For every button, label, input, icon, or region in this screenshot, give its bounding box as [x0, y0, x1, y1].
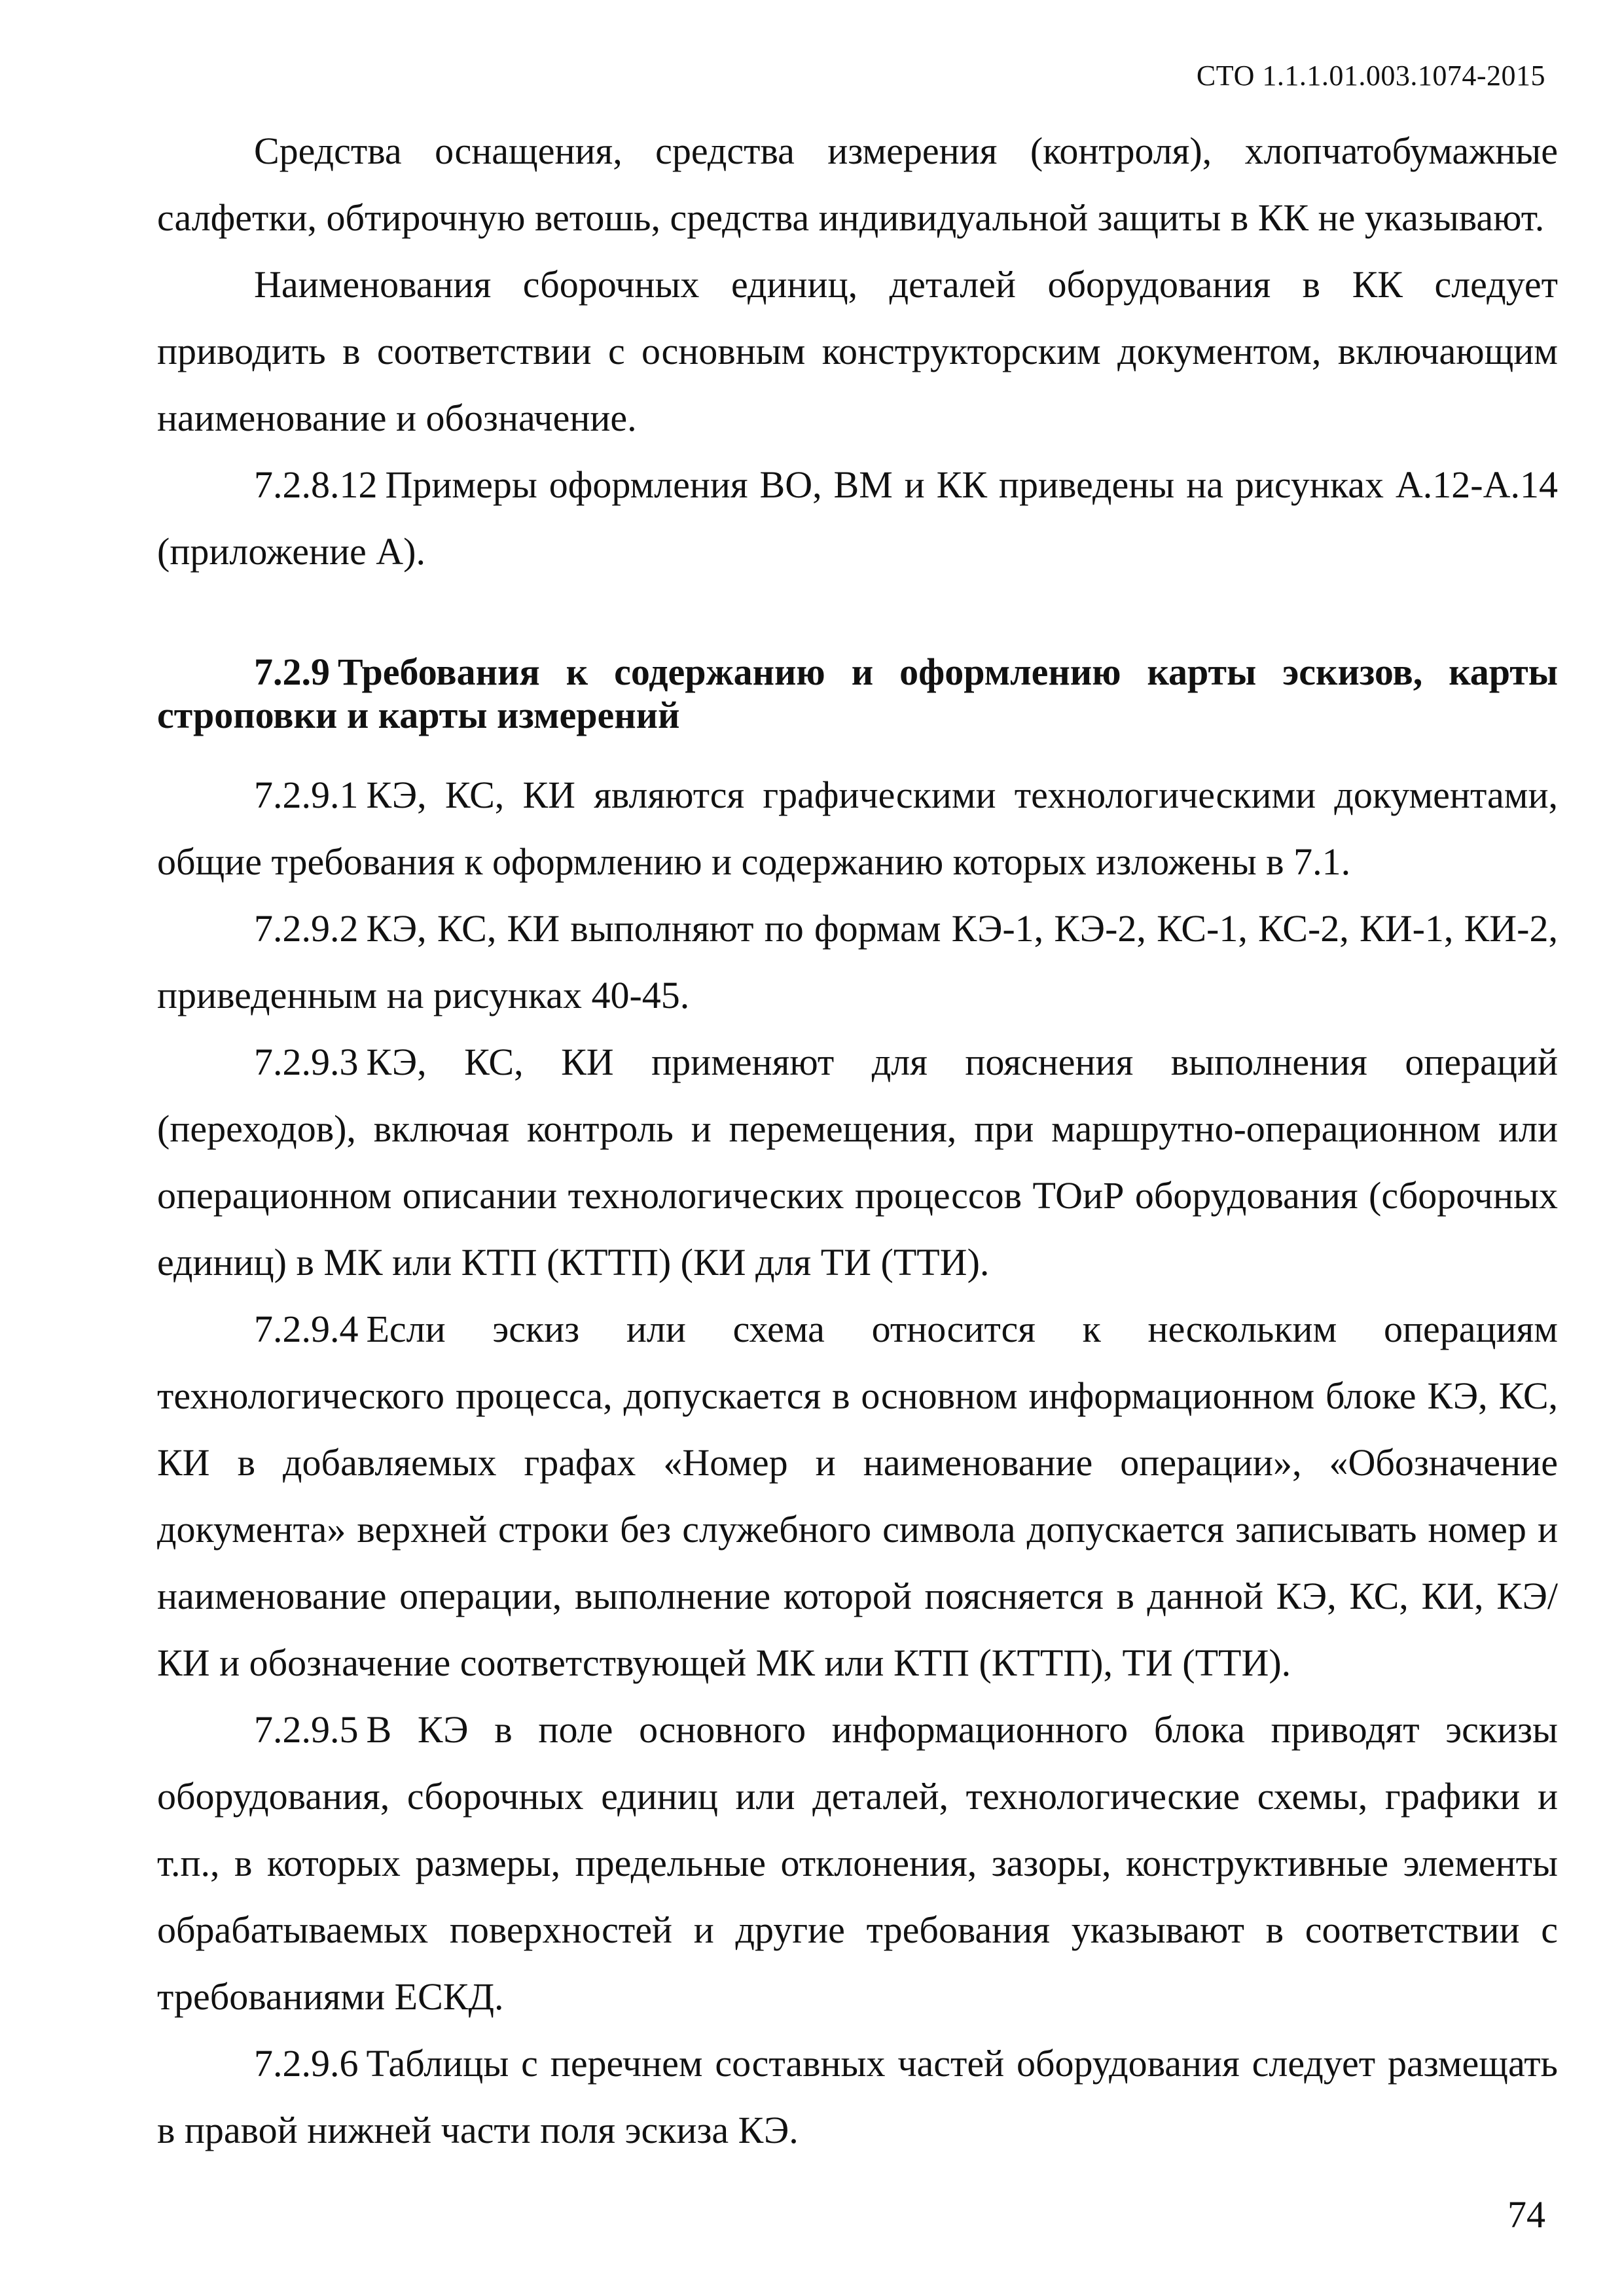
paragraph-text: Если эскиз или схема относится к нескольким операциям технологического процесса, допускается в основном информационном блоке КЭ, КС, КИ в добавляемых графах «Номер и наименование операции», «Обозначение документа» верхней строки без служебного символа допускается записывать номер и наименование операции, выполнение которой поясняется в данной КЭ, КС, КИ, КЭ/КИ и обозначение соответствующей МК или КТП (КТТП), ТИ (ТТИ).: [157, 1308, 1558, 1684]
paragraph-number: 7.2.9.1: [254, 774, 359, 816]
paragraph-text: КЭ, КС, КИ выполняют по формам КЭ-1, КЭ-2, КС-1, КС-2, КИ-1, КИ-2, приведенным на рисунках 40-45.: [157, 907, 1558, 1016]
paragraph-7-2-9-4: [157, 1296, 1558, 1696]
paragraph-text: Наименования сборочных единиц, деталей оборудования в КК следует приводить в соответствии с основным конструкторским документом, включающим наименование и обозначение.: [157, 263, 1558, 439]
paragraph-7-2-9-5: [157, 1696, 1558, 2030]
paragraph-text: Таблицы с перечнем составных частей оборудования следует размещать в правой нижней части поля эскиза КЭ.: [157, 2042, 1558, 2151]
paragraph-text: КЭ, КС, КИ применяют для пояснения выполнения операций (переходов), включая контроль и перемещения, при маршрутно-операционном или операционном описании технологических процессов ТОиР оборудования (сборочных единиц) в МК или КТП (КТТП) (КИ для ТИ (ТТИ).: [157, 1041, 1558, 1283]
paragraph-text: КЭ, КС, КИ являются графическими технологическими документами, общие требования к оформлению и содержанию которых изложены в 7.1.: [157, 774, 1558, 883]
paragraph-number: 7.2.9.6: [254, 2042, 359, 2085]
paragraph-number: 7.2.8.12: [254, 463, 378, 506]
paragraph-number: 7.2.9.4: [254, 1308, 359, 1350]
paragraph-assembly-names: [157, 251, 1558, 452]
paragraph-7-2-9-3: [157, 1029, 1558, 1296]
paragraph-7-2-9-1: [157, 762, 1558, 895]
paragraph-7-2-9-2: [157, 895, 1558, 1029]
paragraph-text: В КЭ в поле основного информационного блока приводят эскизы оборудования, сборочных единиц или деталей, технологические схемы, графики и т.п., в которых размеры, предельные отклонения, зазоры, конструктивные элементы обрабатываемых поверхностей и другие требования указывают в соответствии с требованиями ЕСКД.: [157, 1708, 1558, 2018]
section-title: Требования к содержанию и оформлению карты эскизов, карты строповки и карты измерений: [157, 651, 1558, 736]
section-number: 7.2.9: [254, 651, 330, 693]
section-heading: [157, 651, 1558, 737]
document-code: СТО 1.1.1.01.003.1074-2015: [1196, 60, 1545, 92]
paragraph-equipment-means: [157, 118, 1558, 251]
paragraph-number: 7.2.9.5: [254, 1708, 359, 1751]
paragraph-number: 7.2.9.3: [254, 1041, 359, 1083]
paragraph-7-2-8-12: [157, 452, 1558, 585]
paragraph-number: 7.2.9.2: [254, 907, 359, 950]
document-body: [157, 118, 1558, 2164]
paragraph-text: Средства оснащения, средства измерения (контроля), хлопчатобумажные салфетки, обтирочную ветошь, средства индивидуальной защиты в КК не указывают.: [157, 130, 1558, 239]
paragraph-text: Примеры оформления ВО, ВМ и КК приведены на рисунках А.12-А.14 (приложение А).: [157, 463, 1558, 573]
page-number: 74: [1507, 2193, 1545, 2236]
paragraph-7-2-9-6: [157, 2030, 1558, 2164]
